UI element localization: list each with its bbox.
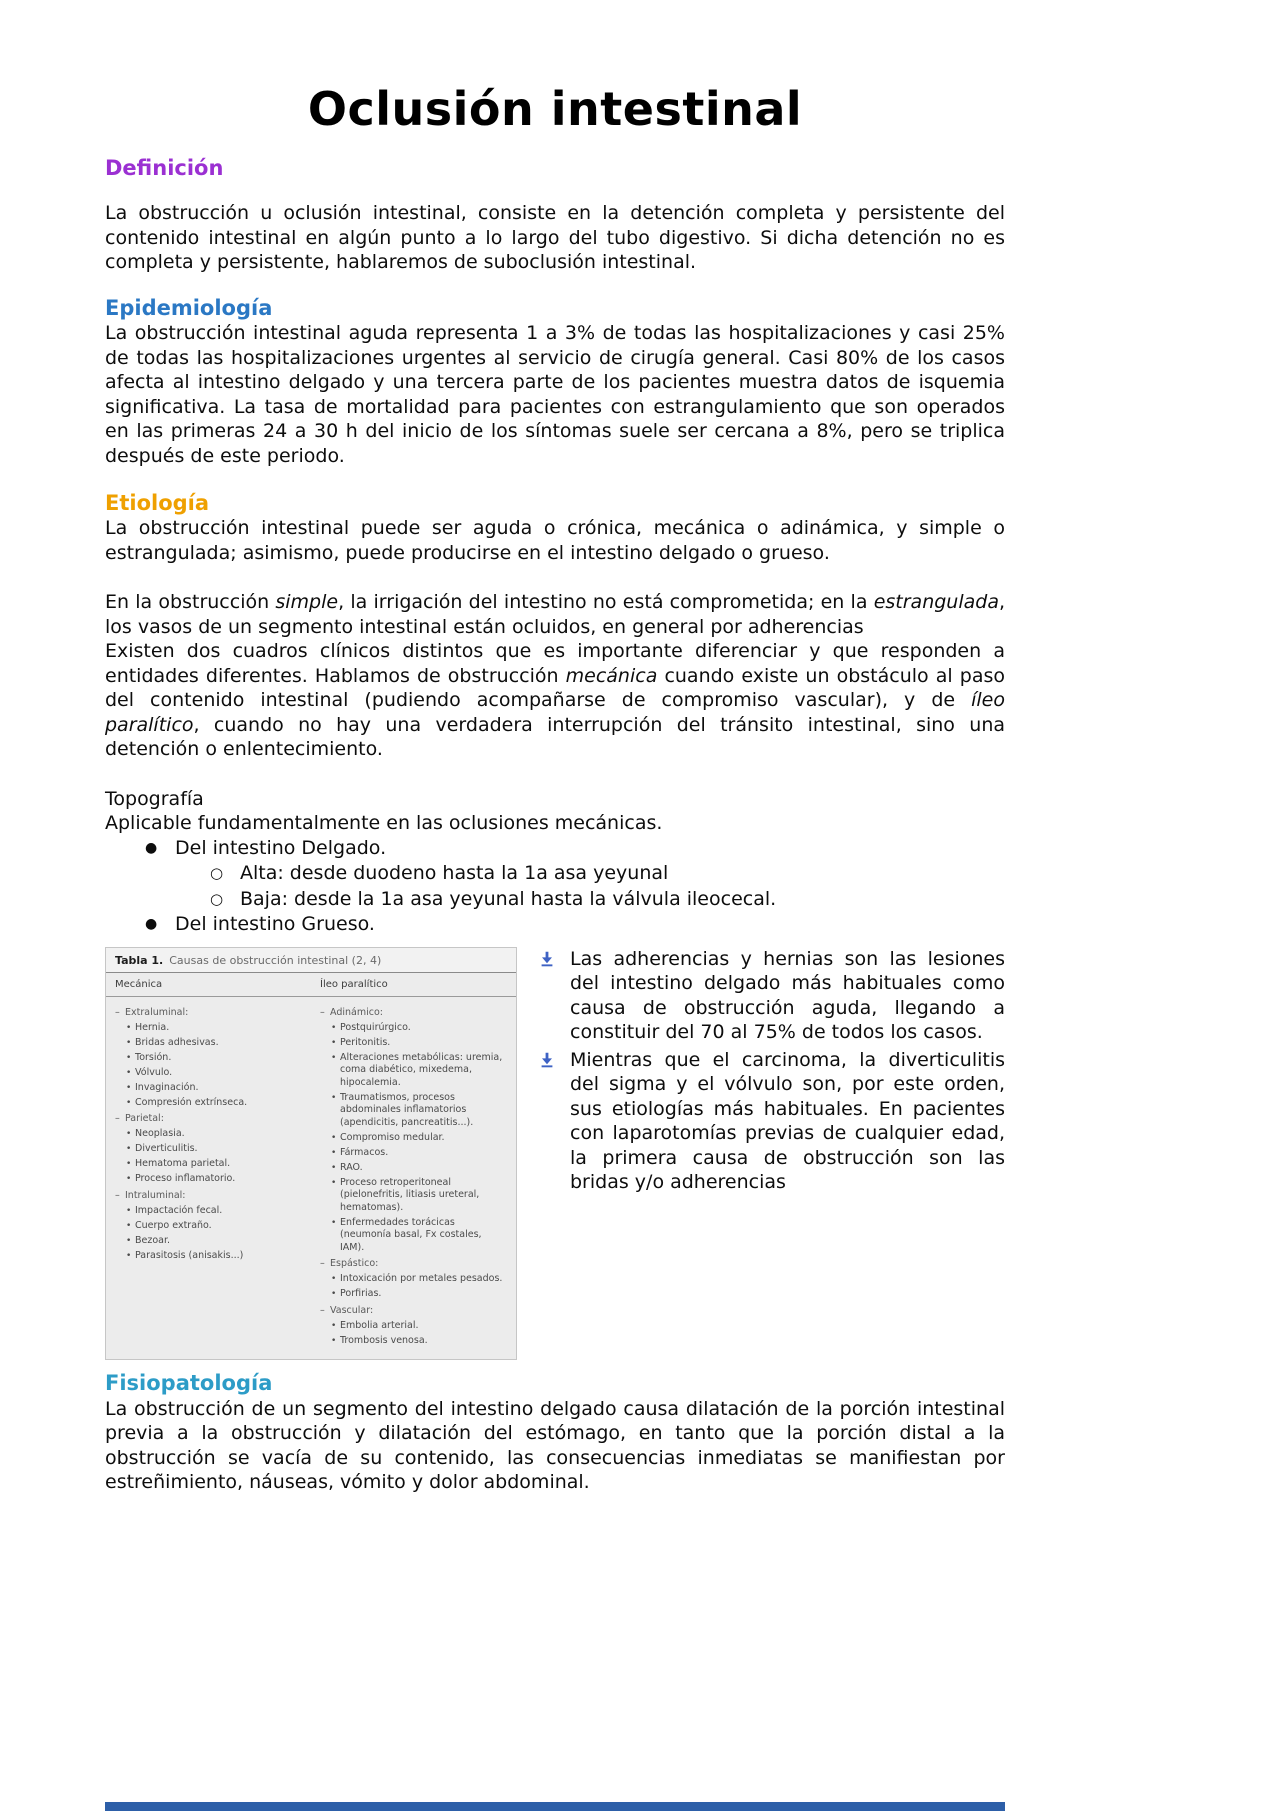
bullet-icon: • bbox=[126, 1052, 132, 1063]
table-item: • Hernia. bbox=[126, 1021, 170, 1033]
heading-definicion: Definición bbox=[105, 156, 224, 181]
paragraph-etiologia-2: En la obstrucción simple, la irrigación del intestino no está comprometida; en la estrangulada, los vasos de un segmento intestinal están ocluidos, en general por adherencias bbox=[105, 591, 1006, 638]
table-caption bbox=[106, 948, 516, 973]
open-bullet-icon: ○ bbox=[210, 889, 224, 908]
table-item: • Peritonitis. bbox=[331, 1036, 391, 1048]
table-group-label: – Adinámico: bbox=[320, 1006, 383, 1018]
table-item: • Traumatismos, procesos abdominales inflamatorios (apendicitis, pancreatitis...). bbox=[331, 1091, 474, 1128]
open-bullet-icon: ○ bbox=[210, 864, 224, 883]
table-item: • Porfirias. bbox=[331, 1288, 382, 1300]
paragraph-fisiopatologia: La obstrucción de un segmento del intestino delgado causa dilatación de la porción intestinal previa a la obstrucción y dilatación del estómago, en tanto que la porción distal a la obstrucción se vacía de su contenido, las consecuencias inmediatas se manifiestan por estreñimiento, náuseas, vómito y dolor abdominal. bbox=[105, 1397, 1005, 1494]
bullet-icon: • bbox=[331, 1037, 337, 1048]
table-item: • Alteraciones metabólicas: uremia, coma diabético, mixedema, hipocalemia. bbox=[331, 1051, 503, 1088]
filled-bullet-icon: ● bbox=[145, 916, 158, 933]
bullet-icon: • bbox=[331, 1320, 337, 1331]
table-group-label: – Extraluminal: bbox=[115, 1006, 189, 1018]
table-caption-text: Causas de obstrucción intestinal (2, 4) bbox=[169, 953, 382, 967]
dash-icon: – bbox=[320, 1258, 325, 1270]
down-arrow-icon bbox=[539, 947, 570, 1045]
note-text: Las adherencias y hernias son las lesiones del intestino delgado más habituales como causa de obstrucción aguda, llegando a constituir del 70 al 75% de todos los casos. bbox=[570, 947, 1005, 1044]
table-item: • Parasitosis (anisakis...) bbox=[126, 1249, 244, 1261]
list-item-intestino-delgado: ● Del intestino Delgado. bbox=[105, 836, 1005, 862]
paragraph-epidemiologia: La obstrucción intestinal aguda representa 1 a 3% de todas las hospitalizaciones y casi 25% de todas las hospitalizaciones urgentes al servicio de cirugía general. Casi 80% de los casos afecta al intestino delgado y una tercera parte de los pacientes muestra datos de isquemia significativa. La tasa de mortalidad para pacientes con estrangulamiento que son operados en las primeras 24 a 30 h del inicio de los síntomas suele ser cercana a 8%, pero se triplica después de este periodo. bbox=[105, 322, 1005, 467]
topografia-list bbox=[105, 836, 1005, 938]
down-arrow-icon bbox=[539, 1048, 570, 1195]
table-column-mecanica bbox=[106, 1001, 311, 1348]
bullet-icon: • bbox=[331, 1022, 337, 1033]
bullet-icon: • bbox=[126, 1250, 132, 1261]
topografia-intro: Aplicable fundamentalmente en las oclusiones mecánicas. bbox=[105, 812, 663, 835]
dash-icon: – bbox=[320, 1006, 325, 1018]
table-item: • Bridas adhesivas. bbox=[126, 1036, 219, 1048]
paragraph-etiologia-1: La obstrucción intestinal puede ser aguda o crónica, mecánica o adinámica, y simple o estrangulada; asimismo, puede producirse en el intestino delgado o grueso. bbox=[105, 517, 1005, 564]
table-item: • Impactación fecal. bbox=[126, 1204, 223, 1216]
bullet-icon: • bbox=[126, 1174, 132, 1185]
table-item: • Trombosis venosa. bbox=[331, 1334, 428, 1346]
paragraph-definicion: La obstrucción u oclusión intestinal, consiste en la detención completa y persistente del contenido intestinal en algún punto a lo largo del tubo digestivo. Si dicha detención no es completa y persistente, hablaremos de suboclusión intestinal. bbox=[105, 202, 1005, 274]
table-item: • Embolia arterial. bbox=[331, 1319, 419, 1331]
bullet-icon: • bbox=[126, 1205, 132, 1216]
table-item: • Diverticulitis. bbox=[126, 1143, 198, 1155]
dash-icon: – bbox=[115, 1113, 120, 1125]
table-and-notes-row bbox=[105, 947, 1005, 1361]
paragraph-etiologia-3: Existen dos cuadros clínicos distintos que es importante diferenciar y que responden a entidades diferentes. Hablamos de obstrucción mecánica cuando existe un obstáculo al paso del contenido intestinal (pudiendo acompañarse de compromiso vascular), y de íleo paralítico, cuando no hay una verdadera interrupción del tránsito intestinal, sino una detención o enlentecimiento. bbox=[105, 640, 1005, 761]
bullet-icon: • bbox=[126, 1220, 132, 1231]
topografia-heading: Topografía bbox=[105, 787, 204, 810]
bullet-icon: • bbox=[126, 1235, 132, 1246]
bullet-icon: • bbox=[331, 1052, 337, 1063]
bullet-icon: • bbox=[126, 1097, 132, 1108]
table-item: • Proceso inflamatorio. bbox=[126, 1173, 236, 1185]
table-column-ileo-paralitico bbox=[311, 1001, 516, 1348]
list-item-baja: ○ Baja: desde la 1a asa yeyunal hasta la válvula ileocecal. bbox=[105, 887, 1005, 913]
bullet-icon: • bbox=[331, 1335, 337, 1346]
heading-epidemiologia: Epidemiología bbox=[105, 295, 273, 320]
table-group-label: – Parietal: bbox=[115, 1113, 164, 1125]
table-item: • Cuerpo extraño. bbox=[126, 1219, 212, 1231]
bullet-icon: • bbox=[331, 1162, 337, 1173]
table-body bbox=[106, 997, 516, 1360]
table-item: • Intoxicación por metales pesados. bbox=[331, 1273, 503, 1285]
note-adherencias bbox=[539, 947, 1005, 1045]
table-item: • Proceso retroperitoneal (pielonefritis, litiasis ureteral, hematomas). bbox=[331, 1176, 480, 1213]
table-item: • Compresión extrínseca. bbox=[126, 1096, 248, 1108]
bullet-icon: • bbox=[331, 1147, 337, 1158]
heading-fisiopatologia: Fisiopatología bbox=[105, 1371, 273, 1396]
bullet-icon: • bbox=[331, 1092, 337, 1103]
table-header-row bbox=[106, 973, 516, 997]
table-item: • Fármacos. bbox=[331, 1146, 389, 1158]
table-item: • Postquirúrgico. bbox=[331, 1021, 411, 1033]
table-item: • Enfermedades torácicas (neumonía basal, Fx costales, IAM). bbox=[331, 1216, 482, 1253]
table-item: • Neoplasia. bbox=[126, 1128, 185, 1140]
table-item: • Torsión. bbox=[126, 1051, 172, 1063]
note-text: Mientras que el carcinoma, la diverticulitis del sigma y el vólvulo son, por este orden, sus etiologías más habituales. En pacientes con laparotomías previas de cualquier edad, la primera causa de obstrucción son las bridas y/o adherencias bbox=[570, 1048, 1005, 1194]
list-item-alta: ○ Alta: desde duodeno hasta la 1a asa yeyunal bbox=[105, 861, 1005, 887]
dash-icon: – bbox=[320, 1304, 325, 1316]
bullet-icon: • bbox=[126, 1037, 132, 1048]
filled-bullet-icon: ● bbox=[145, 839, 158, 856]
side-notes bbox=[539, 947, 1005, 1198]
table-causas-obstruccion bbox=[105, 947, 517, 1361]
table-item: • Invaginación. bbox=[126, 1081, 199, 1093]
table-item: • Bezoar. bbox=[126, 1234, 171, 1246]
page-title: Oclusión intestinal bbox=[307, 82, 803, 136]
table-col-header-mecanica: Mecánica bbox=[115, 978, 163, 990]
table-item: • Compromiso medular. bbox=[331, 1131, 445, 1143]
table-group-label: – Espástico: bbox=[320, 1258, 379, 1270]
table-item: • RAO. bbox=[331, 1161, 363, 1173]
bullet-icon: • bbox=[126, 1022, 132, 1033]
dash-icon: – bbox=[115, 1006, 120, 1018]
heading-etiologia: Etiología bbox=[105, 491, 210, 516]
next-figure-cut-off bbox=[105, 1802, 1005, 1811]
table-caption-label: Tabla 1. bbox=[115, 953, 164, 967]
note-carcinoma bbox=[539, 1048, 1005, 1195]
bullet-icon: • bbox=[126, 1144, 132, 1155]
list-item-intestino-grueso: ● Del intestino Grueso. bbox=[105, 912, 1005, 938]
table-group-label: – Intraluminal: bbox=[115, 1189, 186, 1201]
table-col-header-ileo-paralitico: Íleo paralítico bbox=[320, 978, 388, 990]
dash-icon: – bbox=[115, 1189, 120, 1201]
table-group-label: – Vascular: bbox=[320, 1304, 374, 1316]
bullet-icon: • bbox=[331, 1177, 337, 1188]
bullet-icon: • bbox=[331, 1274, 337, 1285]
bullet-icon: • bbox=[331, 1217, 337, 1228]
bullet-icon: • bbox=[126, 1159, 132, 1170]
bullet-icon: • bbox=[126, 1082, 132, 1093]
table-item: • Hematoma parietal. bbox=[126, 1158, 231, 1170]
bullet-icon: • bbox=[331, 1289, 337, 1300]
bullet-icon: • bbox=[126, 1067, 132, 1078]
table-item: • Vólvulo. bbox=[126, 1066, 173, 1078]
bullet-icon: • bbox=[126, 1129, 132, 1140]
bullet-icon: • bbox=[331, 1132, 337, 1143]
